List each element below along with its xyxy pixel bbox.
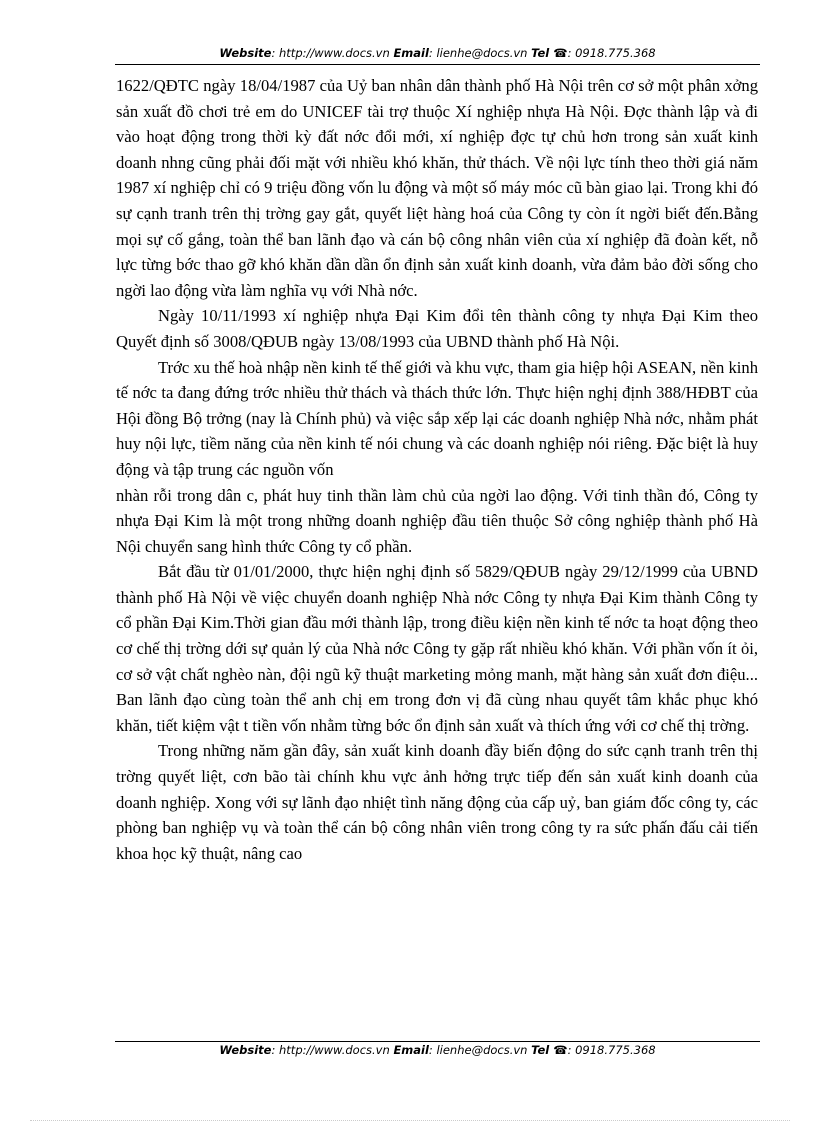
footer-email-value: : lienhe@docs.vn <box>428 1043 528 1057</box>
footer-website-label: Website <box>219 1043 272 1057</box>
header-website-label: Website <box>219 46 272 60</box>
paragraph-continued: 1622/QĐTC ngày 18/04/1987 của Uỷ ban nhân dân thành phố Hà Nội trên cơ sở một phân xởng sản xuất đồ chơi trẻ em do UNICEF tài trợ thuộc Xí nghiệp nhựa Hà Nội. Đợc thành lập và đi vào hoạt động trong thời kỳ đất nớc đổi mới, xí nghiệp đợc tự chủ hơn trong sản xuất kinh doanh nhng cũng phải đối mặt với nhiều khó khăn, thử thách. Về nội lực tính theo thời giá năm 1987 xí nghiệp chỉ có 9 triệu đồng vốn lu động và một số máy móc cũ bàn giao lại. Trong khi đó sự cạnh tranh trên thị trờng gay gắt, quyết liệt hàng hoá của Công ty còn ít ngời biết đến.Bằng mọi sự cố gắng, toàn thể ban lãnh đạo và cán bộ công nhân viên của xí nghiệp đã đoàn kết, nỗ lực từng bớc thao gỡ khó khăn dần dần ổn định sản xuất kinh doanh, vừa đảm bảo đời sống cho ngời lao động vừa làm nghĩa vụ với Nhà nớc. <box>116 76 758 300</box>
document-body <box>116 73 758 866</box>
footer-tel-label: Tel ☎ <box>531 1043 568 1057</box>
header-tel-value: : 0918.775.368 <box>567 46 656 60</box>
paragraph-renaming: Ngày 10/11/1993 xí nghiệp nhựa Đại Kim đổi tên thành công ty nhựa Đại Kim theo Quyết định số 3008/QĐUB ngày 13/08/1993 của UBND thành phố Hà Nội. <box>116 306 758 351</box>
page-footer <box>115 1041 760 1060</box>
header-tel-label: Tel ☎ <box>531 46 568 60</box>
paragraph-recent-years: Trong những năm gần đây, sản xuất kinh doanh đầy biến động do sức cạnh tranh trên thị trờng quyết liệt, cơn bão tài chính khu vực ảnh hởng trực tiếp đến sản xuất kinh doanh của doanh nghiệp. Xong với sự lãnh đạo nhiệt tình năng động của cấp uỷ, ban giám đốc công ty, các phòng ban nghiệp vụ và toàn thể cán bộ công nhân viên trong công ty ra sức phấn đấu cải tiến khoa học kỹ thuật, nâng cao <box>116 741 758 863</box>
footer-email-label: Email <box>393 1043 429 1057</box>
header-email-value: : lienhe@docs.vn <box>428 46 528 60</box>
footer-tel-value: : 0918.775.368 <box>567 1043 656 1057</box>
paragraph-capital: nhàn rỗi trong dân c, phát huy tinh thần làm chủ của ngời lao động. Với tinh thần đó, Công ty nhựa Đại Kim là một trong những doanh nghiệp đầu tiên thuộc Sở công nghiệp thành phố Hà Nội chuyển sang hình thức Công ty cổ phần. <box>116 485 758 556</box>
header-website-value: : http://www.docs.vn <box>271 46 390 60</box>
footer-website-value: : http://www.docs.vn <box>271 1043 390 1057</box>
page-bottom-divider <box>30 1120 790 1121</box>
page-header <box>115 44 760 65</box>
paragraph-equitization: Bắt đầu từ 01/01/2000, thực hiện nghị định số 5829/QĐUB ngày 29/12/1999 của UBND thành phố Hà Nội về việc chuyển doanh nghiệp Nhà nớc Công ty nhựa Đại Kim thành Công ty cổ phần Đại Kim.Thời gian đầu mới thành lập, trong điều kiện nền kinh tế nớc ta hoạt động theo cơ chế thị trờng dới sự quản lý của Nhà nớc Công ty gặp rất nhiều khó khăn. Với phần vốn ít ỏi, cơ sở vật chất nghèo nàn, đội ngũ kỹ thuật marketing mỏng manh, mặt hàng sản xuất đơn điệu... Ban lãnh đạo cùng toàn thể anh chị em trong đơn vị đã cùng nhau quyết tâm khắc phục khó khăn, tiết kiệm vật t tiền vốn nhằm từng bớc ổn định sản xuất và thích ứng với cơ chế thị trờng. <box>116 562 758 735</box>
header-email-label: Email <box>393 46 429 60</box>
paragraph-integration: Trớc xu thế hoà nhập nền kinh tế thế giới và khu vực, tham gia hiệp hội ASEAN, nền kinh tế nớc ta đang đứng trớc nhiều thử thách và thách thức lớn. Thực hiện nghị định 388/HĐBT của Hội đồng Bộ trởng (nay là Chính phủ) và việc sắp xếp lại các doanh nghiệp Nhà nớc, nhằm phát huy nội lực, tiềm năng của nền kinh tế nói chung và các doanh nghiệp nói riêng. Đặc biệt là huy động và tập trung các nguồn vốn <box>116 357 758 479</box>
